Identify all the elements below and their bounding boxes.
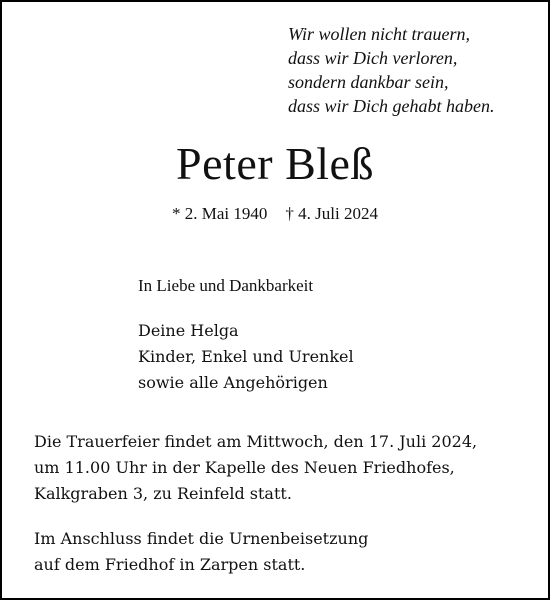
mourner-line: Deine Helga: [138, 321, 239, 340]
mourners-list: [138, 318, 354, 396]
life-dates: [2, 202, 548, 226]
burial-line: auf dem Friedhof in Zarpen statt.: [34, 555, 306, 574]
poem-line: dass wir Dich verloren,: [288, 48, 458, 68]
burial-line: Im Anschluss findet die Urnenbeisetzung: [34, 529, 369, 548]
urn-burial-info: [34, 526, 534, 578]
funeral-service-info: [34, 429, 534, 507]
death-date: † 4. Juli 2024: [285, 204, 378, 223]
poem-line: dass wir Dich gehabt haben.: [288, 96, 495, 116]
service-line: um 11.00 Uhr in der Kapelle des Neuen Friedhofes,: [34, 458, 455, 477]
service-line: Kalkgraben 3, zu Reinfeld statt.: [34, 484, 292, 503]
mourners-intro: In Liebe und Dankbarkeit: [138, 276, 314, 295]
deceased-name: Peter Bleß: [176, 138, 374, 189]
poem-line: sondern dankbar sein,: [288, 72, 449, 92]
birth-date: * 2. Mai 1940: [172, 204, 268, 223]
mourner-line: Kinder, Enkel und Urenkel: [138, 347, 354, 366]
memorial-poem: [288, 22, 538, 118]
service-line: Die Trauerfeier findet am Mittwoch, den 17. Juli 2024,: [34, 432, 478, 451]
poem-line: Wir wollen nicht trauern,: [288, 24, 470, 44]
mourner-line: sowie alle Angehörigen: [138, 373, 328, 392]
